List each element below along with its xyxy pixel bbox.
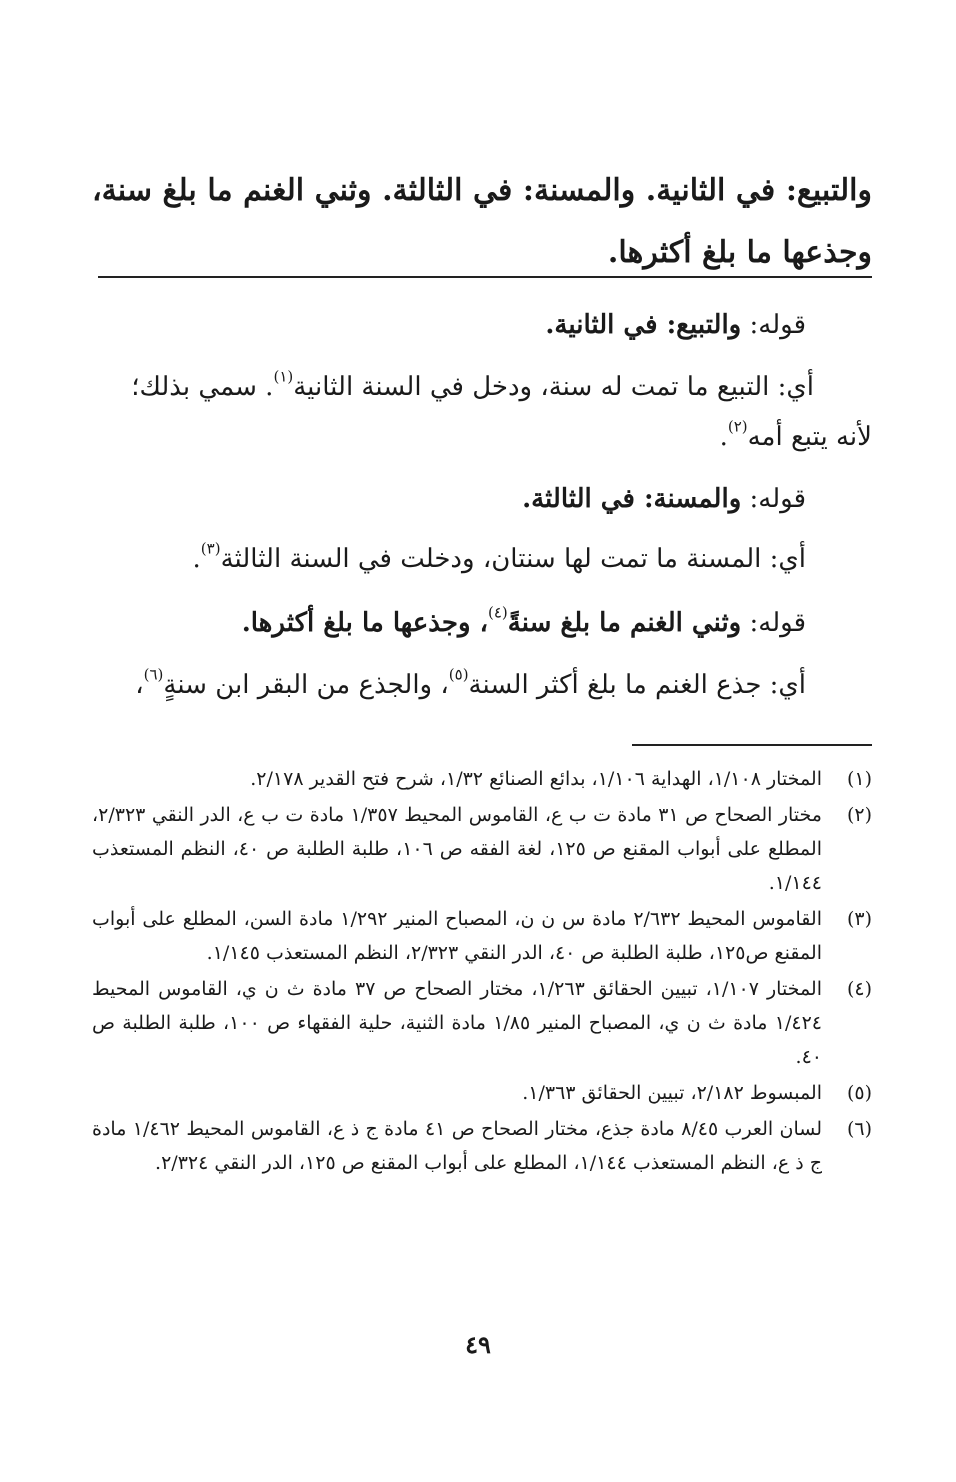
paragraph-text: ، [135,670,144,700]
footnote-number: (٢) [846,804,872,826]
footnote [92,1076,872,1110]
footnote-number: (١) [846,768,872,790]
paragraph-text: أي: المسنة ما تمت لها سنتان، ودخلت في السنة الثالثة [220,544,806,574]
matn-text: والتبيع: في الثانية. والمسنة: في الثالثة. وثني الغنم ما بلغ سنة، وجذعها ما بلغ أكثرها. [92,173,872,270]
commentary-quote-1 [545,300,806,350]
footnote-number: (٦) [846,1118,872,1140]
footnote-number: (٣) [846,908,872,930]
quote-prefix: قوله: [749,484,806,514]
paragraph-text: . [192,544,201,574]
footnote-number: (٤) [846,978,872,1000]
footnotes-section [92,762,872,1182]
footnote-ref-1[interactable]: (١) [273,367,294,386]
page-number: ٤٩ [465,1330,491,1359]
footnote-number: (٥) [846,1082,872,1104]
footnote-text: المختار ١/١٠٨، الهداية ١/١٠٦، بدائع الصنائع ١/٣٢، شرح فتح القدير ٢/١٧٨. [250,768,822,790]
commentary-quote-3 [242,598,806,648]
quote-bold: وثني الغنم ما بلغ سنةً [507,608,742,638]
footnote-text: القاموس المحيط ٢/٦٣٢ مادة س ن ن، المصباح المنير ١/٢٩٢ مادة السن، المطلع على أبواب المقنع ص١٢٥، طلبة الطلبة ص ٤٠، الدر النقي ٢/٣٢٣، النظم المستعذب ١/١٤٥. [92,908,822,964]
footnote-text: المختار ١/١٠٧، تبيين الحقائق ١/٢٦٣، مختار الصحاح ص ٣٧ مادة ث ن ي، القاموس المحيط ١/٤٢٤ مادة ث ن ي، المصباح المنير ١/٨٥ مادة الثنية، حلية الفقهاء ص ١٠٠، طلبة الطلبة ص ٤٠. [92,978,823,1068]
commentary-paragraph-2 [193,534,806,584]
footnote-ref-3[interactable]: (٣) [200,539,221,558]
paragraph-text: . سمي بذلك؛ لأنه يتبع أمه [131,372,872,452]
quote-bold: والتبيع: في الثانية. [545,310,742,340]
footnote [92,972,872,1074]
paragraph-text: ، والجذع من البقر ابن سنةٍ [163,670,449,700]
paragraph-text: أي: التبيع ما تمت له سنة، ودخل في السنة الثانية [293,372,814,402]
footnote-text: لسان العرب ٨/٤٥ مادة جذع، مختار الصحاح ص ٤١ مادة ج ذ ع، القاموس المحيط ١/٤٦٢ مادة ج ذ ع، النظم المستعذب ١/١٤٤، المطلع على أبواب المقنع ص ١٢٥، الدر النقي ٢/٣٢٤. [92,1118,823,1174]
footnote-text: المبسوط ٢/١٨٢، تبيين الحقائق ١/٣٦٣. [522,1082,822,1104]
footnote [92,798,872,900]
footnote [92,762,872,796]
quote-bold: ، وجذعها ما بلغ أكثرها. [241,608,488,638]
quote-bold: والمسنة: في الثالثة. [522,484,742,514]
footnote-text: مختار الصحاح ص ٣١ مادة ت ب ع، القاموس المحيط ١/٣٥٧ مادة ت ب ع، الدر النقي ٢/٣٢٣، المطلع على أبواب المقنع ص ١٢٥، لغة الفقه ص ١٠٦، طلبة الطلبة ص ٤٠، النظم المستعذب ١/١٤٤. [92,804,822,894]
footnote [92,1112,872,1180]
footnote-ref-6[interactable]: (٦) [143,665,164,684]
paragraph-text: أي: جذع الغنم ما بلغ أكثر السنة [468,670,806,700]
footnote-ref-2[interactable]: (٢) [727,417,748,436]
commentary-quote-2 [522,474,806,524]
commentary-paragraph-3 [135,660,806,710]
matn-divider [98,276,872,278]
footnote-divider [632,744,872,746]
paragraph-text: . [719,422,728,452]
footnote-ref-4[interactable]: (٤) [488,603,508,622]
commentary-paragraph-1 [92,362,872,462]
footnote [92,902,872,970]
footnote-ref-5[interactable]: (٥) [448,665,469,684]
quote-prefix: قوله: [749,310,806,340]
quote-prefix: قوله: [749,608,806,638]
